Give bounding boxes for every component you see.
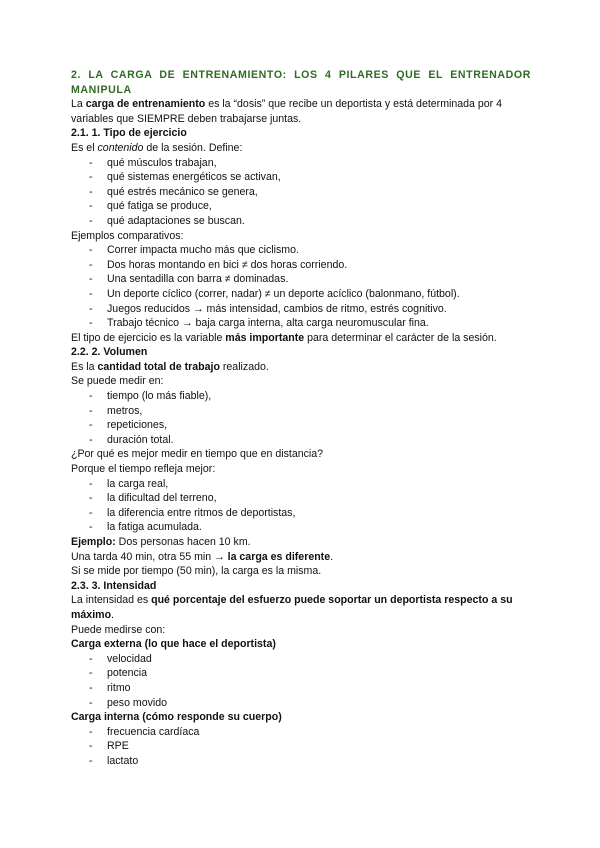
list-item: - RPE	[71, 739, 531, 754]
list-item: - velocidad	[71, 652, 531, 667]
list-item: - Correr impacta mucho más que ciclismo.	[71, 243, 531, 258]
list-item: - la diferencia entre ritmos de deportistas,	[71, 506, 531, 521]
s2-reasons-list	[71, 477, 531, 535]
s2-example-line3: Si se mide por tiempo (50 min), la carga es la misma.	[71, 565, 322, 578]
s1-examples-label: Ejemplos comparativos:	[71, 229, 184, 242]
list-item: - ritmo	[71, 681, 531, 696]
s2-example: Ejemplo: Dos personas hacen 10 km.	[71, 536, 251, 548]
section-title	[71, 68, 531, 97]
list-item: - potencia	[71, 666, 531, 681]
section-title-line2: MANIPULA	[71, 83, 132, 96]
heading-carga-externa: Carga externa (lo que hace el deportista)	[71, 638, 276, 651]
list-item: - Un deporte cíclico (correr, nadar) ≠ un deporte acíclico (balonmano, fútbol).	[71, 287, 531, 302]
list-item: - duración total.	[71, 433, 531, 448]
list-item: - frecuencia cardíaca	[71, 725, 531, 740]
s2-answer: Porque el tiempo refleja mejor:	[71, 463, 216, 476]
heading-carga-interna: Carga interna (cómo responde su cuerpo)	[71, 711, 282, 724]
list-item: - Juegos reducidos → más intensidad, cambios de ritmo, estrés cognitivo.	[71, 302, 531, 317]
list-item: - la dificultad del terreno,	[71, 491, 531, 506]
s1-definition: Es el contenido de la sesión. Define:	[71, 141, 243, 154]
list-item: - metros,	[71, 404, 531, 419]
s3-external-list	[71, 652, 531, 710]
list-item: - lactato	[71, 754, 531, 769]
intro-paragraph: La carga de entrenamiento es la “dosis” que recibe un deportista y está determinada por 4 variables que SIEMPRE deben trabajarse juntas.	[71, 98, 503, 125]
s3-internal-list	[71, 725, 531, 769]
heading-intensidad: 2.3. 3. Intensidad	[71, 579, 157, 592]
s1-closing: El tipo de ejercicio es la variable más importante para determinar el carácter de la sesión.	[71, 331, 497, 344]
section-title-line1: 2. LA CARGA DE ENTRENAMIENTO: LOS 4 PILARES QUE EL ENTRENADOR	[71, 69, 531, 81]
heading-tipo-ejercicio: 2.1. 1. Tipo de ejercicio	[71, 127, 187, 140]
list-item: - qué fatiga se produce,	[71, 199, 531, 214]
list-item: - la carga real,	[71, 477, 531, 492]
list-item: - qué adaptaciones se buscan.	[71, 214, 531, 229]
list-item: - tiempo (lo más fiable),	[71, 389, 531, 404]
s2-definition: Es la cantidad total de trabajo realizado.	[71, 360, 269, 373]
list-item: - qué músculos trabajan,	[71, 156, 531, 171]
list-item: - Una sentadilla con barra ≠ dominadas.	[71, 272, 531, 287]
s1-examples-list	[71, 243, 531, 331]
s3-measure-label: Puede medirse con:	[71, 623, 166, 636]
list-item: - repeticiones,	[71, 418, 531, 433]
document-content	[71, 68, 531, 769]
list-item: - qué estrés mecánico se genera,	[71, 185, 531, 200]
s3-definition: La intensidad es qué porcentaje del esfuerzo puede soportar un deportista respecto a su máximo.	[71, 594, 513, 621]
s2-measure-label: Se puede medir en:	[71, 375, 164, 388]
s1-defines-list	[71, 156, 531, 229]
list-item: - peso movido	[71, 696, 531, 711]
s2-measures-list	[71, 389, 531, 447]
list-item: - la fatiga acumulada.	[71, 520, 531, 535]
intro-bold: carga de entrenamiento	[85, 98, 206, 111]
s2-question: ¿Por qué es mejor medir en tiempo que en distancia?	[71, 448, 324, 461]
s2-example-line2: Una tarda 40 min, otra 55 min → la carga es diferente.	[71, 550, 334, 563]
list-item: - Trabajo técnico → baja carga interna, alta carga neuromuscular fina.	[71, 316, 531, 331]
list-item: - Dos horas montando en bici ≠ dos horas corriendo.	[71, 258, 531, 273]
heading-volumen: 2.2. 2. Volumen	[71, 346, 148, 359]
list-item: - qué sistemas energéticos se activan,	[71, 170, 531, 185]
